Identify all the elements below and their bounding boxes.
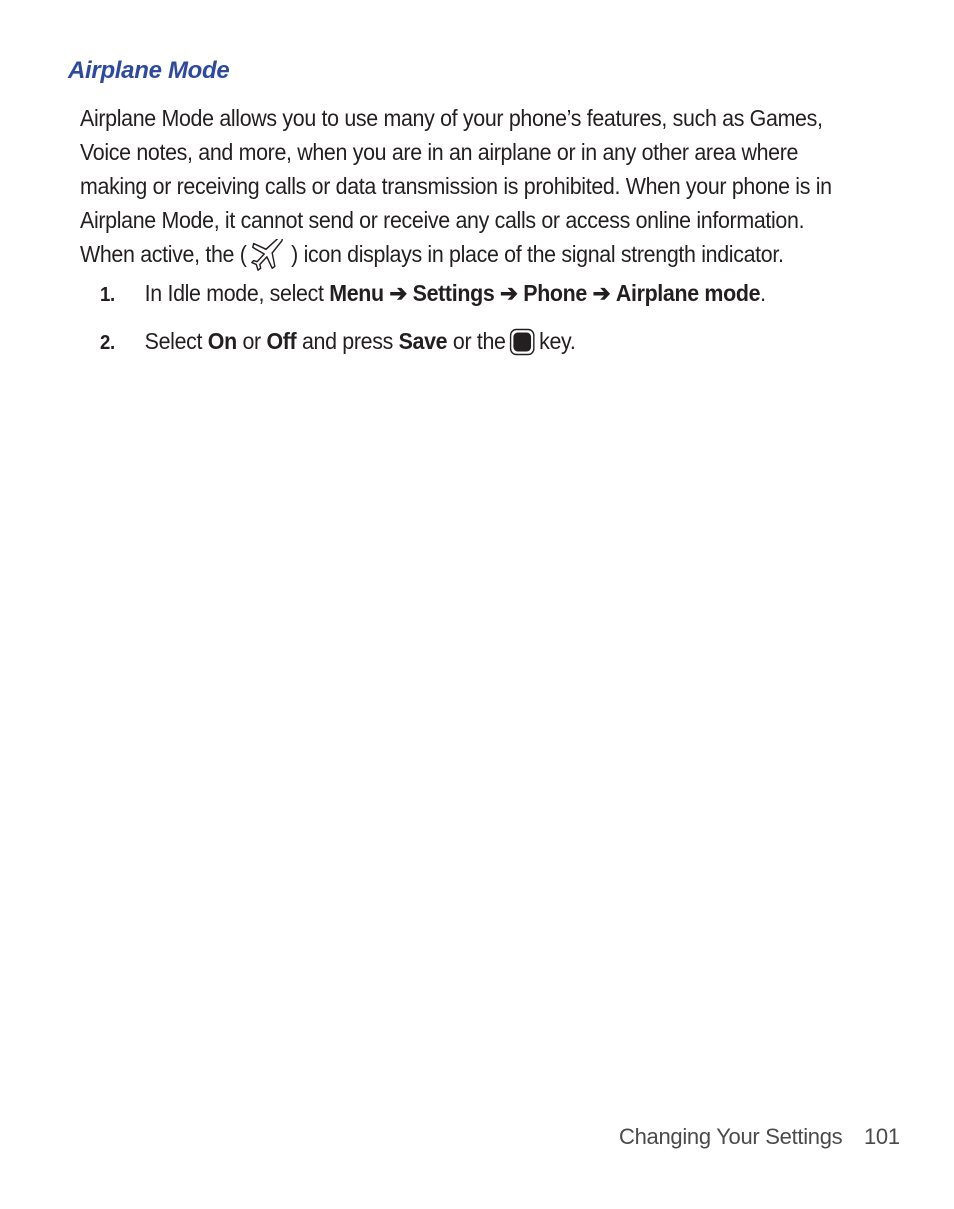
section-heading: Airplane Mode	[68, 57, 230, 84]
step-text: key.	[539, 328, 576, 354]
step-text: or the	[447, 328, 506, 354]
menu-path-item: Settings	[412, 280, 495, 306]
intro-paragraph	[80, 101, 852, 271]
step-text: or	[236, 328, 267, 354]
menu-path-item: Airplane mode	[615, 280, 761, 306]
arrow-icon: ➔	[592, 280, 611, 306]
intro-text-after-icon: ) icon displays in place of the signal strength indicator.	[291, 241, 784, 267]
intro-line: Airplane Mode, it cannot send or receive any calls or access online information.	[80, 207, 805, 233]
intro-line: Voice notes, and more, when you are in an airplane or in any other area where	[80, 139, 799, 165]
intro-text-before-icon: When active, the (	[80, 241, 247, 267]
intro-line: Airplane Mode allows you to use many of your phone’s features, such as Games,	[80, 105, 823, 131]
option-off: Off	[266, 328, 297, 354]
menu-path-item: Menu	[329, 280, 384, 306]
save-label: Save	[398, 328, 448, 354]
intro-line: making or receiving calls or data transmission is prohibited. When your phone is in	[80, 173, 832, 199]
step-text: .	[760, 280, 766, 306]
menu-path-item: Phone	[523, 280, 587, 306]
step-text: and press	[296, 328, 399, 354]
step-2	[100, 324, 575, 360]
footer-chapter: Changing Your Settings	[619, 1124, 843, 1149]
intro-line-with-icon	[80, 237, 852, 271]
step-number: 2.	[100, 332, 115, 354]
step-number: 1.	[100, 284, 115, 306]
airplane-icon	[247, 239, 292, 271]
arrow-icon: ➔	[500, 280, 518, 306]
step-1	[100, 276, 766, 312]
step-text: In Idle mode, select	[144, 280, 330, 306]
option-on: On	[207, 328, 237, 354]
arrow-icon: ➔	[389, 280, 408, 306]
page-number: 101	[864, 1124, 900, 1149]
ok-key-icon	[509, 328, 535, 356]
step-text: Select	[144, 328, 208, 354]
